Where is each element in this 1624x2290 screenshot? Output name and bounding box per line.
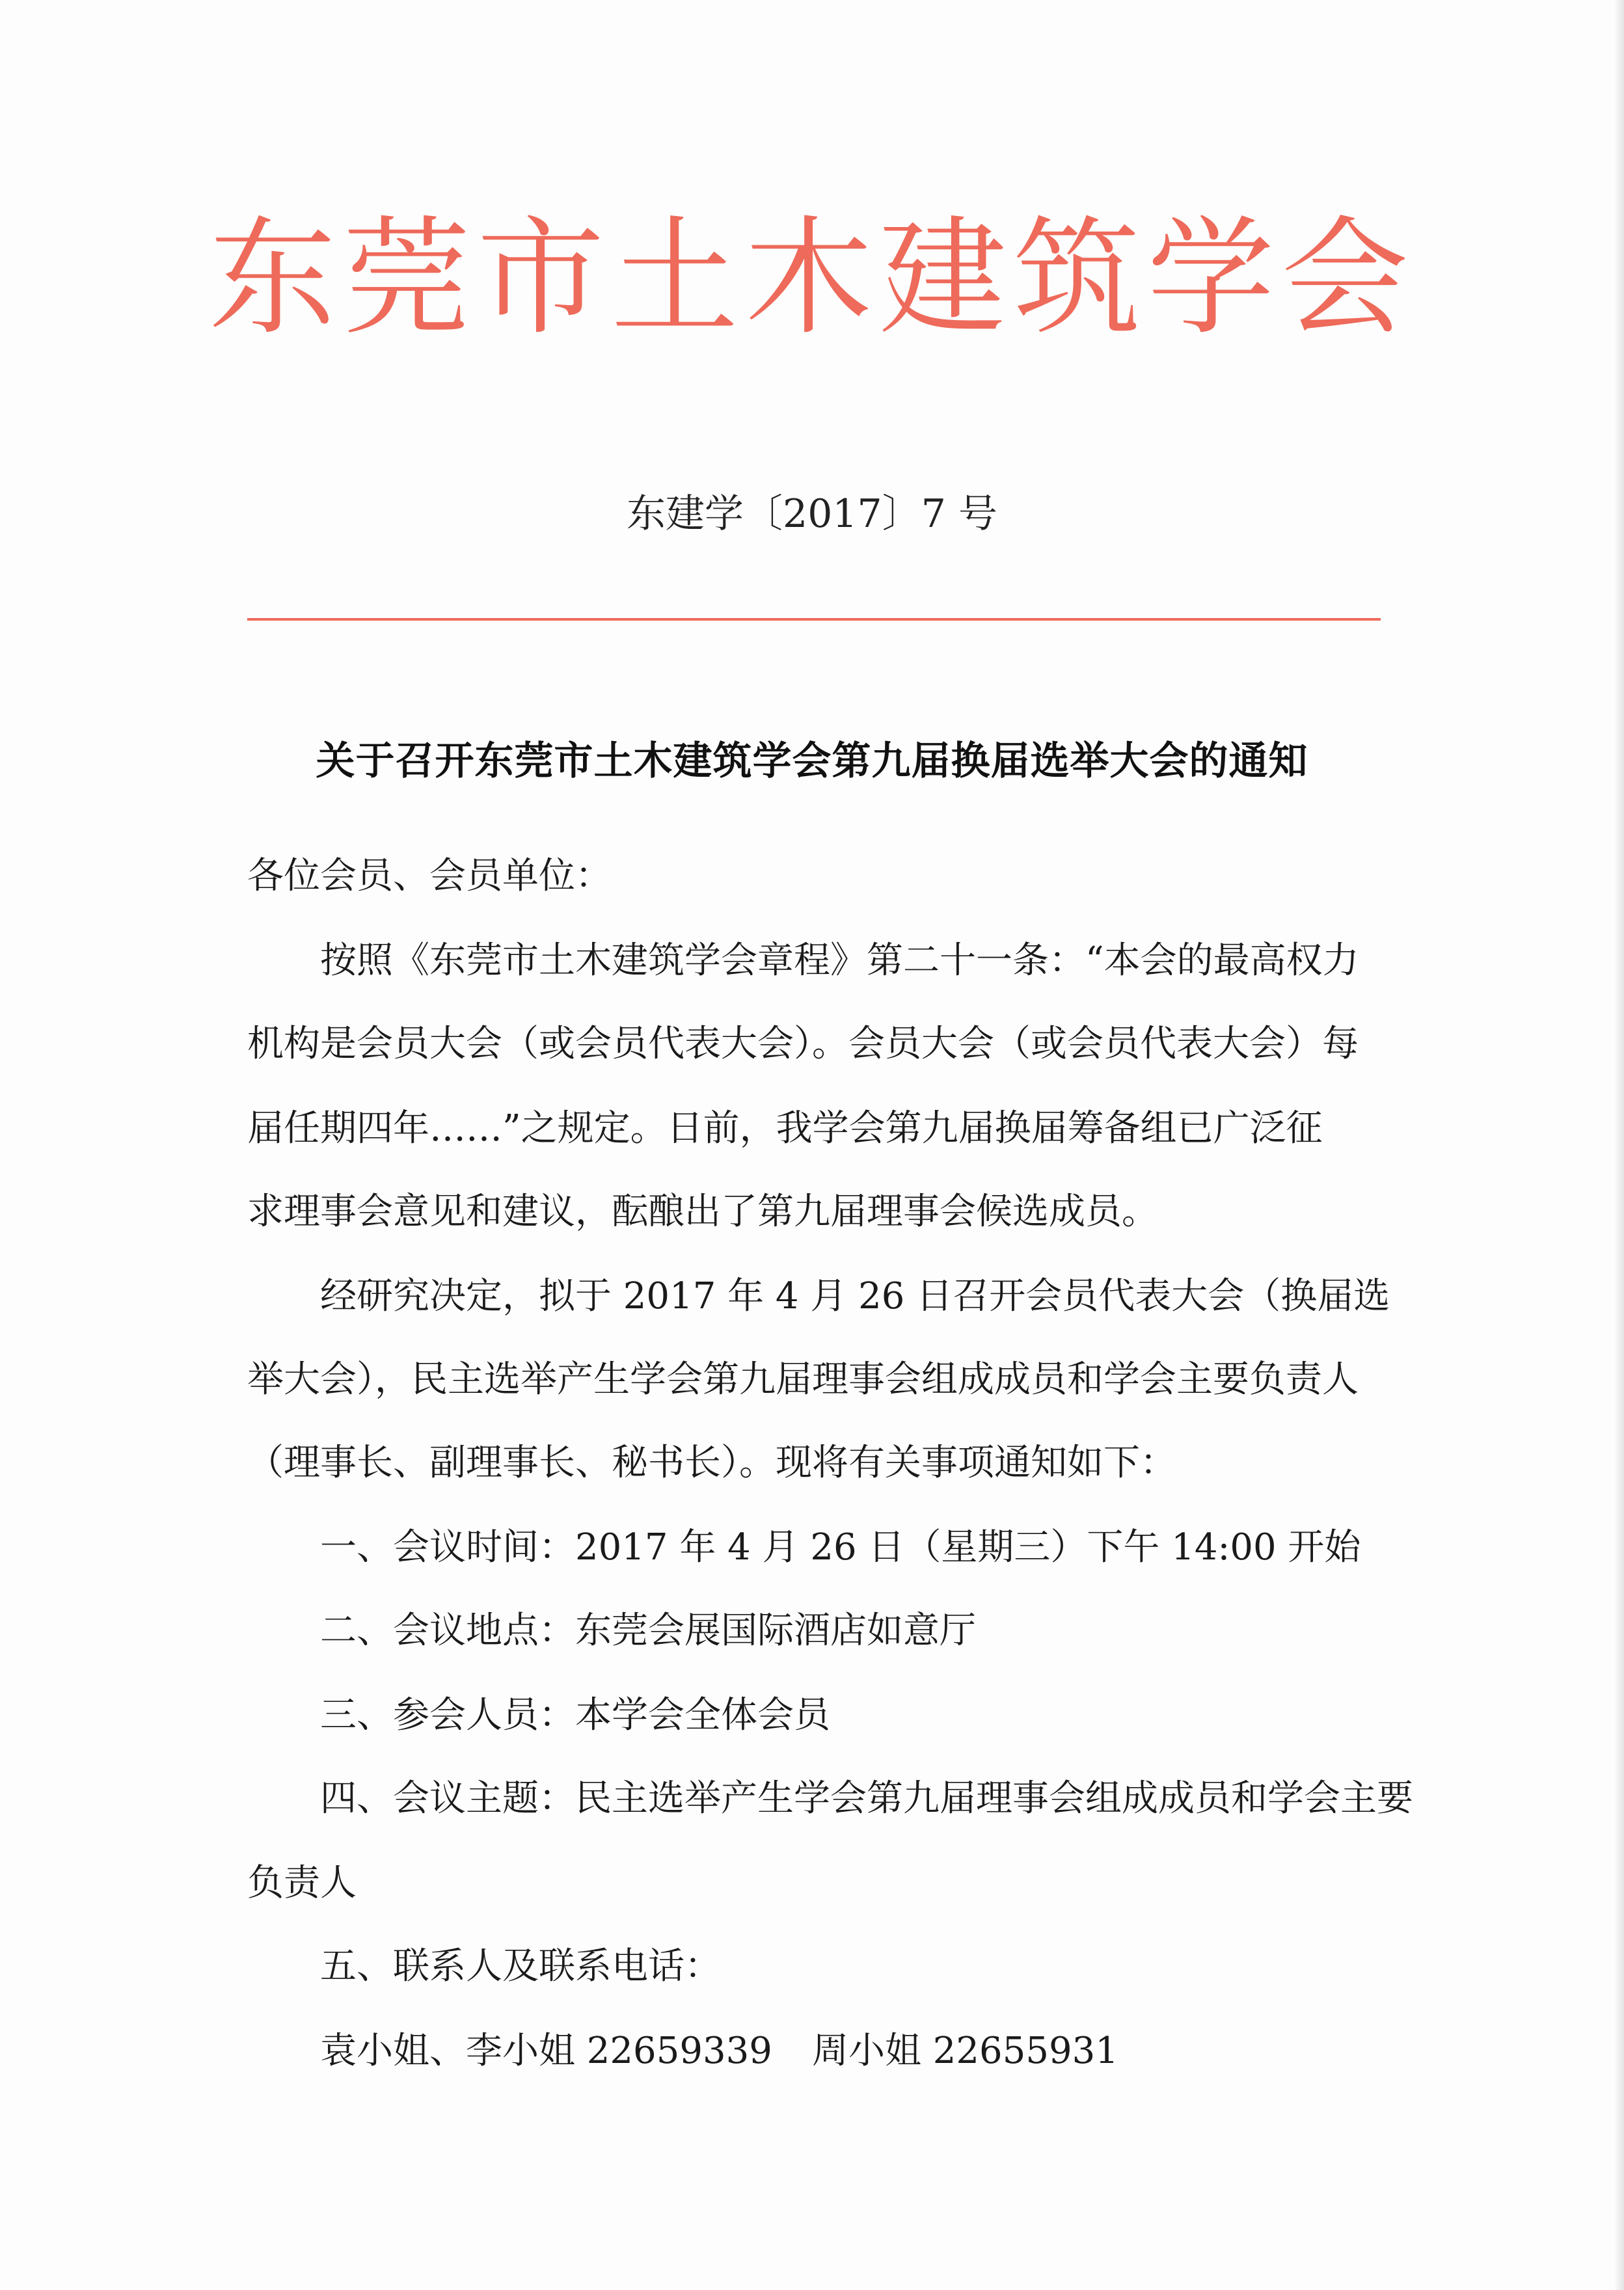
red-divider-rule [247, 618, 1381, 621]
item-contact-heading: 五、联系人及联系电话： [320, 1945, 721, 1987]
paragraph2-line3: （理事长、副理事长、秘书长）。现将有关事项通知如下： [247, 1442, 1176, 1484]
paragraph1-line4: 求理事会意见和建议，酝酿出了第九届理事会候选成员。 [247, 1191, 1158, 1233]
paragraph1-line3: 届任期四年……”之规定。日前，我学会第九届换届筹备组已广泛征 [247, 1107, 1323, 1150]
organization-masthead: 东莞市土木建筑学会 [208, 204, 1415, 353]
paragraph1-line1: 按照《东莞市土木建筑学会章程》第二十一条：“本会的最高权力 [320, 939, 1359, 982]
contact-zhou: 周小姐 22655931 [812, 2030, 1118, 2072]
paragraph2-line2: 举大会），民主选举产生学会第九届理事会组成成员和学会主要负责人 [247, 1358, 1359, 1401]
item-attendees: 三、参会人员：本学会全体会员 [320, 1694, 830, 1736]
paragraph2-line1: 经研究决定，拟于 2017 年 4 月 26 日召开会员代表大会（换届选 [320, 1275, 1390, 1317]
item-meeting-time: 一、会议时间：2017 年 4 月 26 日（星期三）下午 14:00 开始 [320, 1526, 1361, 1569]
document-number: 东建学〔2017〕7 号 [627, 491, 997, 537]
item-meeting-venue: 二、会议地点：东莞会展国际酒店如意厅 [320, 1610, 976, 1652]
notice-title: 关于召开东莞市土木建筑学会第九届换届选举大会的通知 [316, 738, 1308, 784]
item-theme-line2: 负责人 [247, 1862, 357, 1904]
salutation: 各位会员、会员单位： [247, 855, 612, 897]
item-theme-line1: 四、会议主题：民主选举产生学会第九届理事会组成成员和学会主要 [320, 1777, 1413, 1820]
page-edge-shadow [1615, 0, 1624, 2290]
contact-yuan-li: 袁小姐、李小姐 22659339 [320, 2030, 772, 2072]
paragraph1-line2: 机构是会员大会（或会员代表大会）。会员大会（或会员代表大会）每 [247, 1023, 1359, 1065]
